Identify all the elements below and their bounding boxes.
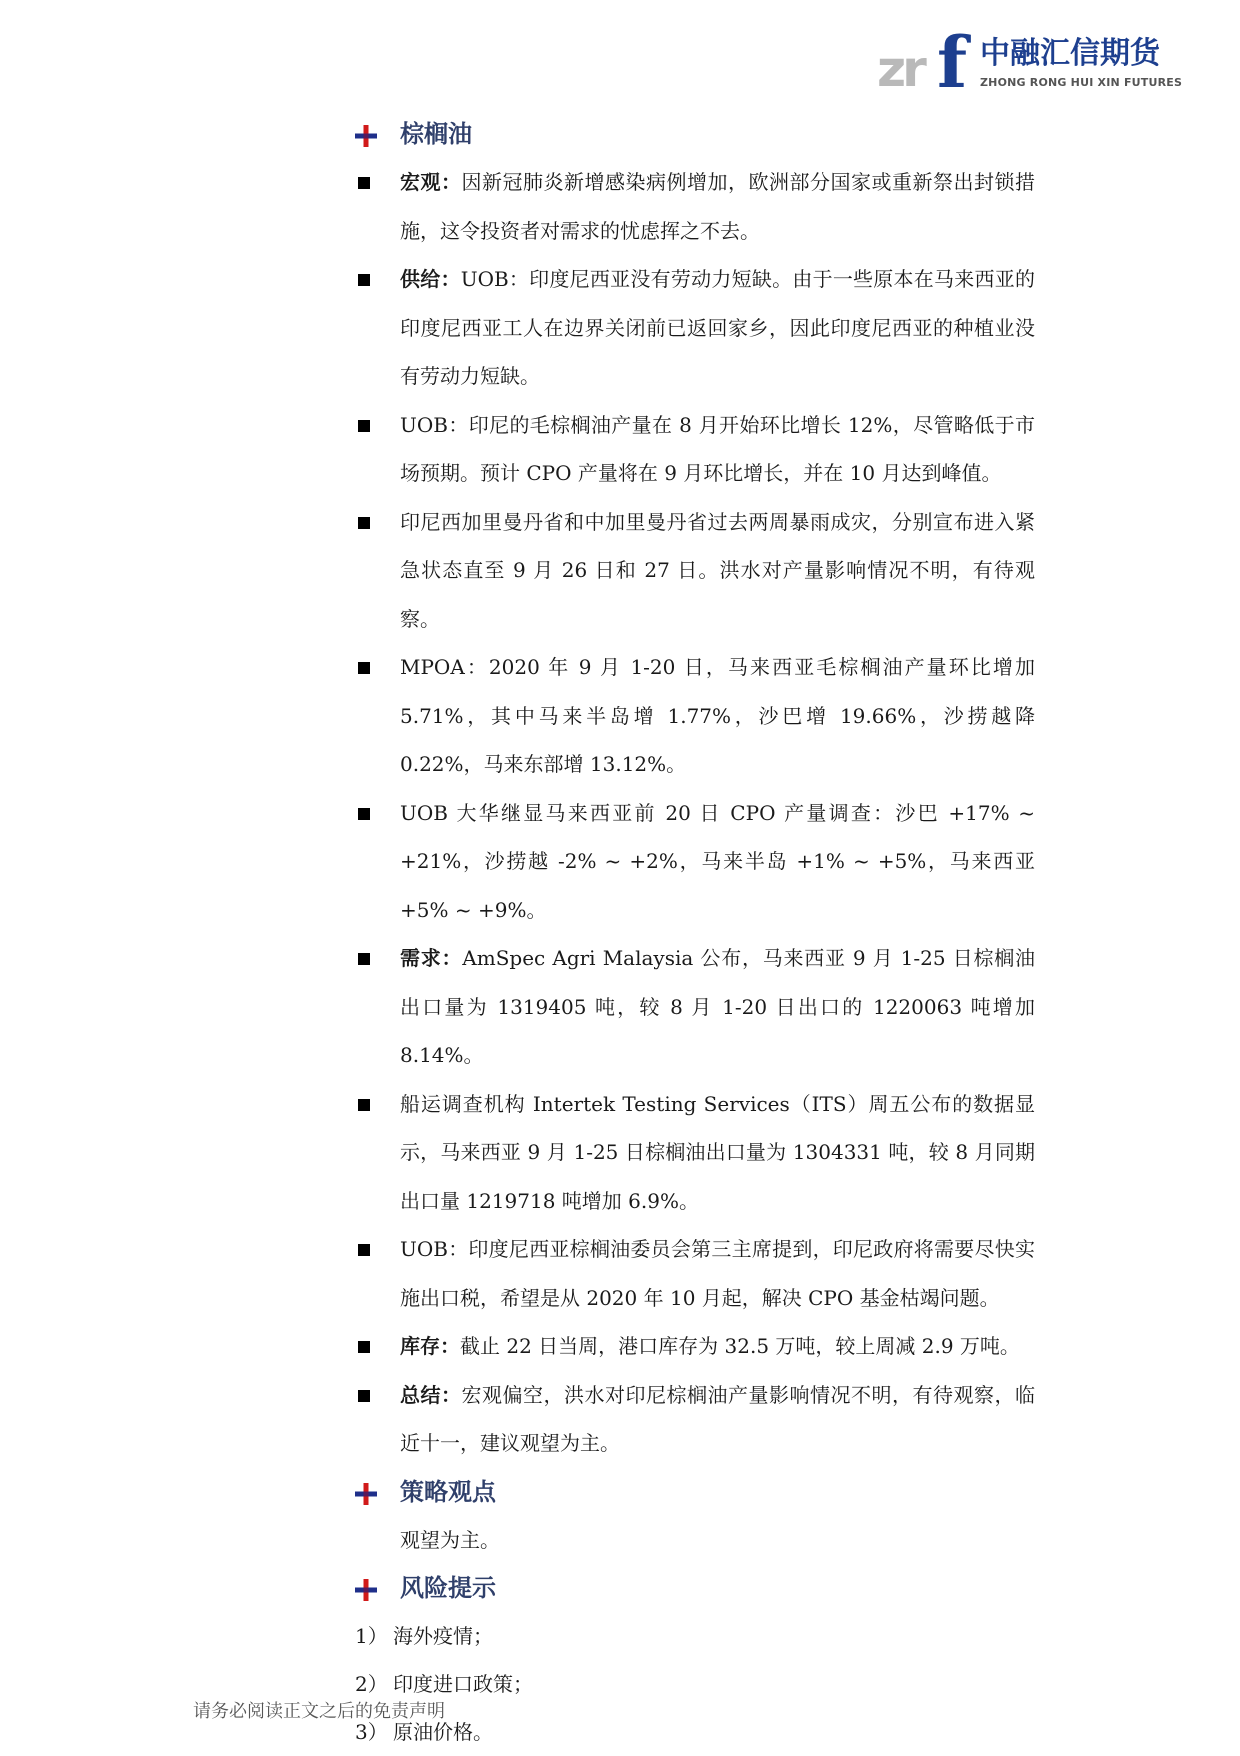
square-bullet-icon <box>358 1099 370 1111</box>
bullet-text: 印尼西加里曼丹省和中加里曼丹省过去两周暴雨成灾，分别宣布进入紧急状态直至 9 月 26 日和 27 日。洪水对产量影响情况不明，有待观察。 <box>400 509 1035 631</box>
logo-mark-f: f <box>937 21 968 104</box>
bullet-text: 截止 22 日当周，港口库存为 32.5 万吨，较上周减 2.9 万吨。 <box>460 1334 1020 1358</box>
section-heading-strategy <box>355 1468 1035 1516</box>
bullet-text: UOB：印度尼西亚没有劳动力短缺。由于一些原本在马来西亚的印度尼西亚工人在边界关闭前已返回家乡，因此印度尼西亚的种植业没有劳动力短缺。 <box>400 267 1036 388</box>
bullet-list <box>355 158 1035 1468</box>
diamond-bullet-icon <box>355 1483 377 1505</box>
square-bullet-icon <box>358 1341 370 1353</box>
disclaimer-footer: 请务必阅读正文之后的免责声明 <box>193 1701 445 1722</box>
section-title: 策略观点 <box>400 1477 496 1506</box>
risk-number: 2） <box>355 1671 388 1696</box>
bullet-item <box>355 255 1035 401</box>
bullet-item <box>355 1371 1035 1468</box>
risk-text: 印度进口政策； <box>393 1671 533 1696</box>
square-bullet-icon <box>358 1390 370 1402</box>
bullet-item <box>355 643 1035 789</box>
risk-item <box>355 1612 1035 1660</box>
risk-list <box>355 1612 1035 1756</box>
bullet-label: 总结： <box>400 1382 462 1407</box>
square-bullet-icon <box>358 517 370 529</box>
bullet-label: 宏观： <box>400 170 462 194</box>
bullet-text: UOB 大华继显马来西亚前 20 日 CPO 产量调查：沙巴 +17% ~ +21%，沙捞越 -2% ~ +2%，马来半岛 +1% ~ +5%，马来西亚 +5% ~ +9%。 <box>400 800 1035 922</box>
square-bullet-icon <box>358 420 370 432</box>
risk-text: 海外疫情； <box>393 1623 493 1648</box>
risk-item <box>355 1660 1035 1708</box>
risk-number: 1） <box>355 1623 388 1648</box>
bullet-item <box>355 789 1035 935</box>
risk-text: 原油价格。 <box>393 1719 493 1744</box>
logo-chinese-name: 中融汇信期货 <box>980 36 1160 71</box>
square-bullet-icon <box>358 953 370 965</box>
bullet-text: UOB：印尼的毛棕榈油产量在 8 月开始环比增长 12%，尽管略低于市场预期。预计 CPO 产量将在 9 月环比增长，并在 10 月达到峰值。 <box>400 412 1035 485</box>
bullet-item <box>355 498 1035 644</box>
square-bullet-icon <box>358 177 370 189</box>
square-bullet-icon <box>358 808 370 820</box>
bullet-text: 因新冠肺炎新增感染病例增加，欧洲部分国家或重新祭出封锁措施，这令投资者对需求的忧虑挥之不去。 <box>400 170 1035 243</box>
bullet-item <box>355 401 1035 498</box>
bullet-item <box>355 934 1035 1080</box>
company-logo <box>877 21 1183 104</box>
diamond-bullet-icon <box>355 1579 377 1601</box>
section-title: 棕榈油 <box>400 120 472 148</box>
logo-mark-zr: zr <box>877 40 923 98</box>
bullet-label: 供给： <box>400 267 461 291</box>
bullet-text: AmSpec Agri Malaysia 公布，马来西亚 9 月 1-25 日棕榈油出口量为 1319405 吨，较 8 月 1-20 日出口的 1220063 吨增加 8.14%。 <box>400 946 1035 1067</box>
bullet-item <box>355 1225 1035 1322</box>
bullet-text: MPOA：2020 年 9 月 1-20 日，马来西亚毛棕榈油产量环比增加 5.71%，其中马来半岛增 1.77%，沙巴增 19.66%，沙捞越降 0.22%，马来东部增 13.12%。 <box>400 655 1035 776</box>
bullet-item <box>355 1080 1035 1226</box>
bullet-text: UOB：印度尼西亚棕榈油委员会第三主席提到，印尼政府将需要尽快实施出口税，希望是从 2020 年 10 月起，解决 CPO 基金枯竭问题。 <box>400 1237 1035 1310</box>
logo-english-name: ZHONG RONG HUI XIN FUTURES <box>980 76 1183 89</box>
bullet-label: 库存： <box>400 1334 460 1358</box>
bullet-item <box>355 158 1035 255</box>
strategy-text: 观望为主。 <box>400 1527 500 1552</box>
section-heading-palm-oil <box>355 110 1035 158</box>
bullet-text: 船运调查机构 Intertek Testing Services（ITS）周五公布的数据显示，马来西亚 9 月 1-25 日棕榈油出口量为 1304331 吨，较 8 月同期出口量 1219718 吨增加 6.9%。 <box>400 1091 1035 1213</box>
bullet-label: 需求： <box>400 946 463 970</box>
section-heading-risk <box>355 1564 1035 1612</box>
square-bullet-icon <box>358 662 370 674</box>
risk-item <box>355 1708 1035 1756</box>
square-bullet-icon <box>358 274 370 286</box>
bullet-text: 宏观偏空，洪水对印尼棕榈油产量影响情况不明，有待观察，临近十一，建议观望为主。 <box>400 1382 1035 1455</box>
diamond-bullet-icon <box>355 125 377 147</box>
risk-number: 3） <box>355 1719 388 1744</box>
square-bullet-icon <box>358 1244 370 1256</box>
report-body <box>355 110 1035 1756</box>
bullet-item <box>355 1322 1035 1371</box>
section-title: 风险提示 <box>400 1573 496 1602</box>
